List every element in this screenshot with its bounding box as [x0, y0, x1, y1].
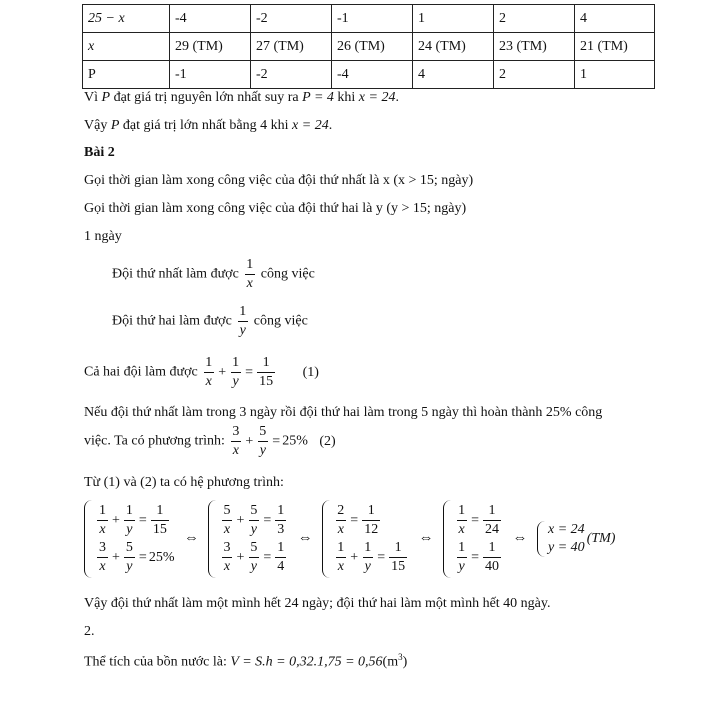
paragraph: 1 ngày: [84, 229, 122, 244]
table-cell: 29 (TM): [170, 33, 251, 61]
equivalence-arrow: ⇔: [512, 530, 528, 547]
table-cell: 24 (TM): [413, 33, 494, 61]
table-cell: P: [83, 61, 170, 89]
paragraph: Gọi thời gian làm xong công việc của đội thứ hai là y (y > 15; ngày): [84, 201, 467, 216]
team1-rate-line: Đội thứ nhất làm được $\frac{1}{x}$ công việc: [112, 257, 315, 291]
paragraph: 2.: [84, 624, 95, 639]
table-cell: 26 (TM): [332, 33, 413, 61]
table-cell: x: [83, 33, 170, 61]
table-cell: -4: [332, 61, 413, 89]
table-cell: 2: [494, 5, 575, 33]
paragraph: Gọi thời gian làm xong công việc của đội thứ nhất là x (x > 15; ngày): [84, 173, 474, 188]
system-4: $\frac{1}{x}$ = $\frac{1}{24}$ $\frac{1}{y}$ = $\frac{1}{40}$: [443, 500, 503, 578]
table-cell: -2: [251, 5, 332, 33]
equivalence-arrow: ⇔: [183, 530, 199, 547]
system-of-equations: [84, 500, 615, 578]
table-row: [83, 61, 655, 89]
equation-1-line: Cả hai đội làm được $\frac{1}{x}$ + $\frac{1}{y}$ = $\frac{1}{15}$ (1): [84, 355, 319, 389]
system-2: $\frac{5}{x}$ + $\frac{5}{y}$ = $\frac{1}{3}$ $\frac{3}{x}$ + $\frac{5}{y}$ = $\frac{1}{4}$: [208, 500, 288, 578]
system-3: $\frac{2}{x}$ = $\frac{1}{12}$ $\frac{1}{x}$ + $\frac{1}{y}$ = $\frac{1}{15}$: [322, 500, 409, 578]
system-1: $\frac{1}{x}$ + $\frac{1}{y}$ = $\frac{1}{15}$ $\frac{3}{x}$ + $\frac{5}{y}$ = 25%: [84, 500, 174, 578]
equivalence-arrow: ⇔: [418, 530, 434, 547]
equivalence-arrow: ⇔: [297, 530, 313, 547]
table-cell: -1: [170, 61, 251, 89]
table-cell: 1: [575, 61, 655, 89]
table-row: [83, 5, 655, 33]
fraction: $\frac{1}{x}$: [246, 257, 254, 291]
table-cell: 4: [575, 5, 655, 33]
table-cell: 23 (TM): [494, 33, 575, 61]
table-cell: -1: [332, 5, 413, 33]
section-heading: Bài 2: [84, 145, 115, 160]
fraction: $\frac{1}{x}$: [205, 355, 213, 389]
conclusion-line-2: Vậy P đạt giá trị lớn nhất bằng 4 khi x = 24.: [84, 118, 333, 133]
volume-line: Thể tích của bồn nước là: $V = S.h = 0,32.1,75 = 0,56(m^3)$: [84, 652, 408, 670]
fraction: $\frac{5}{y}$: [259, 424, 267, 458]
table-cell: 27 (TM): [251, 33, 332, 61]
paragraph: Nếu đội thứ nhất làm trong 3 ngày rồi đội thứ hai làm trong 5 ngày thì hoàn thành 25% công: [84, 405, 603, 420]
fraction: $\frac{1}{y}$: [239, 304, 247, 338]
table-cell: 21 (TM): [575, 33, 655, 61]
system-solution: x = 24 y = 40 (TM): [537, 521, 615, 557]
table-cell: -2: [251, 61, 332, 89]
paragraph: Từ (1) và (2) ta có hệ phương trình:: [84, 475, 284, 490]
team2-rate-line: Đội thứ hai làm được $\frac{1}{y}$ công việc: [112, 304, 308, 338]
conclusion-line-1: Vì P đạt giá trị nguyên lớn nhất suy ra P = 4 khi x = 24.: [84, 90, 399, 105]
table-cell: -4: [170, 5, 251, 33]
equation-2-line: việc. Ta có phương trình: $\frac{3}{x}$ + $\frac{5}{y}$ = 25% (2): [84, 424, 336, 458]
value-table: [82, 4, 655, 89]
fraction: $\frac{1}{y}$: [232, 355, 240, 389]
table-cell: 4: [413, 61, 494, 89]
table-cell: 1: [413, 5, 494, 33]
paragraph: Vậy đội thứ nhất làm một mình hết 24 ngày; đội thứ hai làm một mình hết 40 ngày.: [84, 596, 551, 611]
fraction: $\frac{3}{x}$: [232, 424, 240, 458]
table-row: [83, 33, 655, 61]
table-cell: 25 − x: [83, 5, 170, 33]
fraction: $\frac{1}{15}$: [259, 355, 274, 389]
table-cell: 2: [494, 61, 575, 89]
